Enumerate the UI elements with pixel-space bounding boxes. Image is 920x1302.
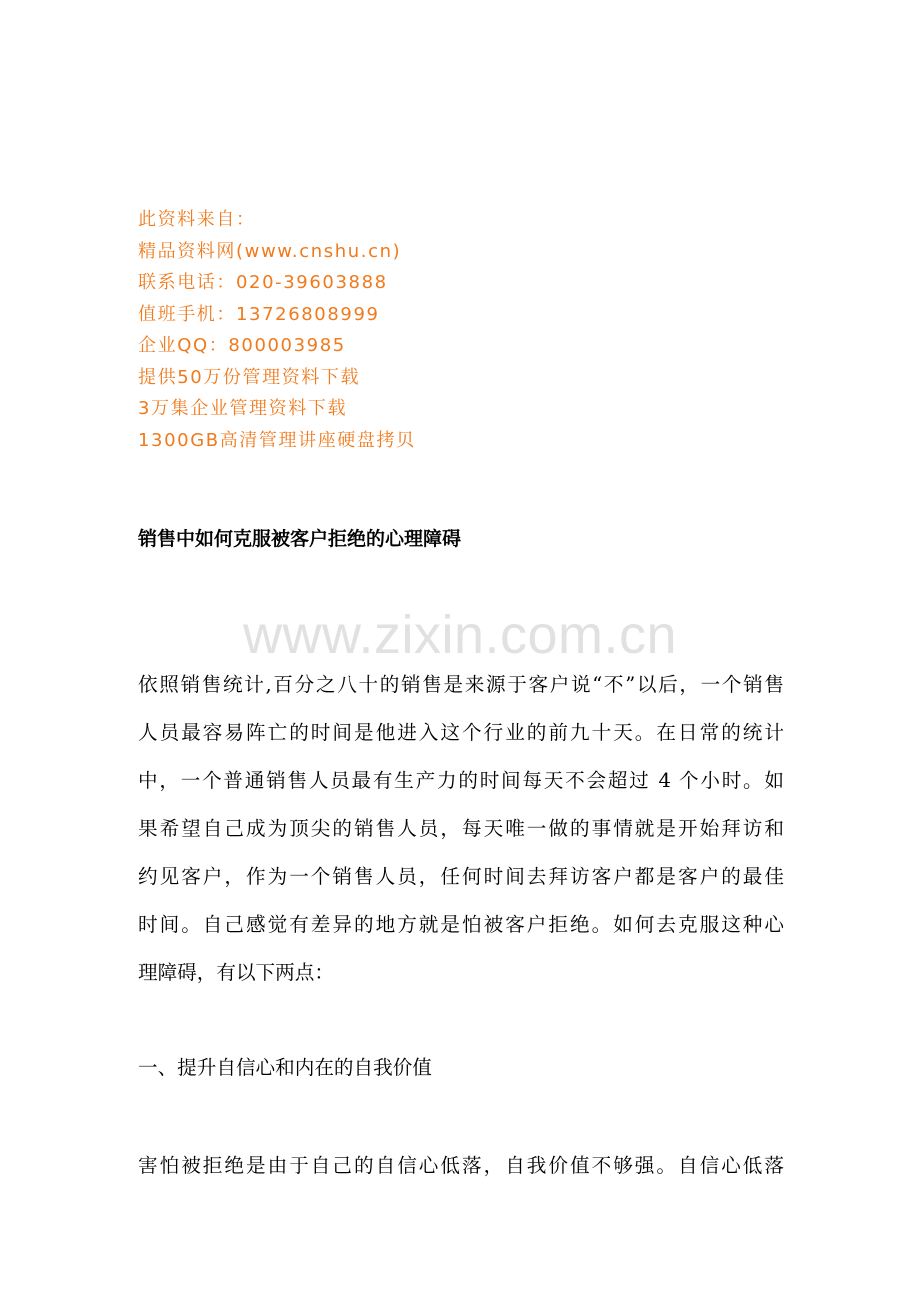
intro-paragraph	[138, 661, 784, 997]
source-info-line: 此资料来自：	[138, 209, 256, 230]
paragraph-line: 害怕被拒绝是由于自己的自信心低落，自我价值不够强。自信心低落	[138, 1154, 784, 1177]
source-info-line: 3万集企业管理资料下载	[138, 398, 348, 419]
source-info-header	[138, 204, 778, 456]
paragraph-line: 中，一个普通销售人员最有生产力的时间每天不会超过 4 个小时。如	[138, 769, 784, 792]
paragraph-line: 理障碍，有以下两点：	[138, 961, 334, 984]
paragraph-line: 时间。自己感觉有差异的地方就是怕被客户拒绝。如何去克服这种心	[138, 913, 784, 936]
source-info-line: 精品资料网(www.cnshu.cn)	[138, 240, 402, 262]
source-info-line: 提供50万份管理资料下载	[138, 366, 361, 388]
paragraph-line: 人员最容易阵亡的时间是他进入这个行业的前九十天。在日常的统计	[138, 721, 784, 744]
section-paragraph	[138, 1142, 784, 1190]
source-info-line: 企业QQ：800003985	[138, 335, 346, 356]
source-info-line: 联系电话：020-39603888	[138, 272, 388, 293]
source-info-line: 值班手机：13726808999	[138, 303, 380, 325]
watermark: www.zixin.com.cn	[242, 605, 678, 665]
paragraph-line: 果希望自己成为顶尖的销售人员，每天唯一做的事情就是开始拜访和	[138, 817, 784, 840]
source-info-line: 1300GB高清管理讲座硬盘拷贝	[138, 429, 416, 451]
section-heading: 一、提升自信心和内在的自我价值	[138, 1056, 432, 1079]
paragraph-line: 依照销售统计,百分之八十的销售是来源于客户说“不”以后，一个销售	[138, 673, 784, 696]
paragraph-line: 约见客户，作为一个销售人员，任何时间去拜访客户都是客户的最佳	[138, 865, 784, 888]
document-title: 销售中如何克服被客户拒绝的心理障碍	[138, 528, 462, 550]
